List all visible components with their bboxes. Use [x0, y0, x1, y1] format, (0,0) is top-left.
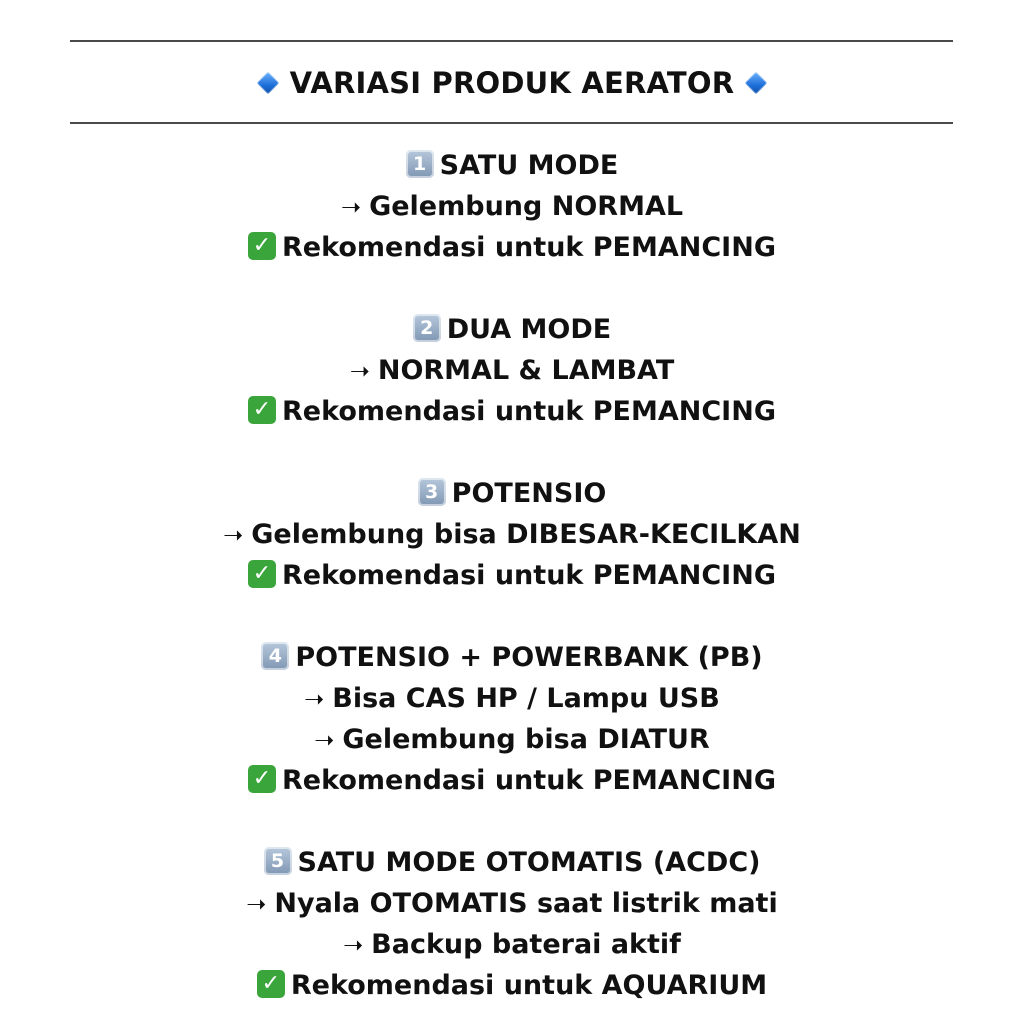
variant-detail — [0, 924, 1024, 965]
right-arrow-icon: ➝ — [340, 193, 362, 221]
keycap-number-icon: 4 — [261, 642, 289, 670]
variant-heading — [0, 473, 1024, 514]
small-blue-diamond-icon — [745, 71, 768, 94]
variant-heading — [0, 637, 1024, 678]
right-arrow-icon: ➝ — [349, 357, 370, 385]
check-mark-button-icon: ✓ — [248, 765, 276, 793]
variant-heading — [0, 145, 1024, 186]
variant-detail-text: NORMAL & LAMBAT — [377, 355, 675, 386]
keycap-number-icon: 5 — [264, 847, 292, 875]
variant-detail-text: Gelembung bisa DIBESAR-KECILKAN — [251, 519, 801, 550]
page-title-text: VARIASI PRODUK AERATOR — [289, 66, 735, 100]
check-mark-button-icon: ✓ — [248, 560, 276, 588]
variant-detail — [0, 514, 1024, 555]
variant-recommendation — [0, 391, 1024, 432]
right-arrow-icon: ➝ — [343, 931, 364, 959]
variant-recommendation — [0, 227, 1024, 268]
keycap-number-icon: 1 — [406, 150, 434, 178]
check-mark-button-icon: ✓ — [248, 232, 276, 260]
page-title — [0, 62, 1024, 104]
right-arrow-icon: ➝ — [223, 521, 244, 549]
variant-detail — [0, 186, 1024, 227]
right-arrow-icon: ➝ — [304, 685, 325, 713]
variant-recommendation — [0, 760, 1024, 801]
variant-title: POTENSIO + POWERBANK (PB) — [295, 642, 763, 673]
variant-detail-text: Gelembung NORMAL — [369, 191, 684, 222]
variant-recommendation-text: Rekomendasi untuk PEMANCING — [282, 560, 776, 591]
variant-recommendation-text: Rekomendasi untuk AQUARIUM — [290, 970, 768, 1001]
variant-detail — [0, 883, 1024, 924]
variant-title: SATU MODE OTOMATIS (ACDC) — [297, 847, 761, 878]
keycap-number-icon: 2 — [413, 314, 441, 342]
variant-detail-text: Backup baterai aktif — [371, 929, 681, 960]
variant-title: POTENSIO — [451, 478, 607, 509]
variant-title: DUA MODE — [446, 314, 612, 345]
small-blue-diamond-icon — [256, 71, 279, 94]
variant-heading — [0, 842, 1024, 883]
right-arrow-icon: ➝ — [314, 726, 335, 754]
variant-detail — [0, 719, 1024, 760]
variant-detail-text: Nyala OTOMATIS saat listrik mati — [274, 888, 778, 919]
variant-recommendation-text: Rekomendasi untuk PEMANCING — [282, 765, 776, 796]
right-arrow-icon: ➝ — [246, 890, 267, 918]
check-mark-button-icon: ✓ — [248, 396, 276, 424]
bottom-divider — [70, 122, 953, 124]
variant-heading — [0, 309, 1024, 350]
variant-recommendation — [0, 555, 1024, 596]
keycap-number-icon: 3 — [418, 478, 446, 506]
variant-detail — [0, 678, 1024, 719]
top-divider — [70, 40, 953, 42]
variant-detail-text: Bisa CAS HP / Lampu USB — [332, 683, 720, 714]
variant-recommendation-text: Rekomendasi untuk PEMANCING — [282, 232, 776, 263]
variant-list — [0, 145, 1024, 1006]
variant-detail-text: Gelembung bisa DIATUR — [342, 724, 710, 755]
variant-detail — [0, 350, 1024, 391]
variant-recommendation-text: Rekomendasi untuk PEMANCING — [282, 396, 776, 427]
variant-recommendation — [0, 965, 1024, 1006]
check-mark-button-icon: ✓ — [257, 970, 285, 998]
variant-title: SATU MODE — [439, 150, 619, 181]
